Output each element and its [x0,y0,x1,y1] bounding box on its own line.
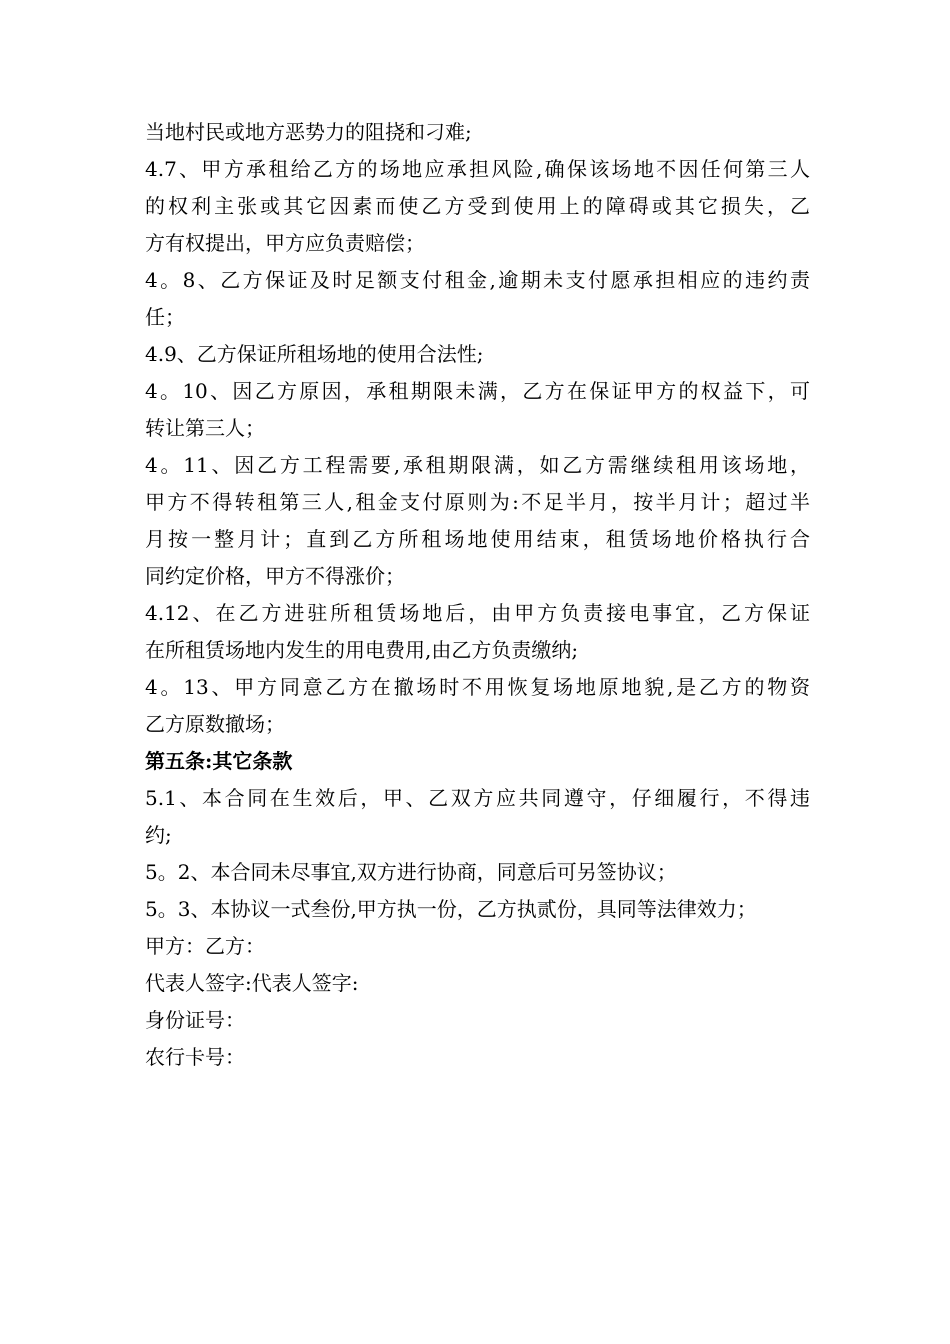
clause-4-8-line-2: 任； [145,305,185,329]
clause-4-11-line-2: 甲方不得转租第三人,租金支付原则为:不足半月，按半月计；超过半 [145,490,810,514]
clause-4-7-line-3: 方有权提出，甲方应负责赔偿； [145,231,425,255]
clause-5-1-line-1: 5.1、本合同在生效后，甲、乙双方应共同遵守，仔细履行，不得违 [145,786,810,810]
clause-4-7-line-1: 4.7、甲方承租给乙方的场地应承担风险,确保该场地不因任何第三人 [145,157,810,181]
clause-4-7-line-2: 的权利主张或其它因素而使乙方受到使用上的障碍或其它损失，乙 [145,194,810,218]
clause-4-10-line-2: 转让第三人； [145,416,265,440]
clause-4-11-line-1: 4。11、因乙方工程需要,承租期限满，如乙方需继续租用该场地， [145,453,810,477]
clause-4-12-line-1: 4.12、在乙方进驻所租赁场地后，由甲方负责接电事宜，乙方保证 [145,601,810,625]
clause-4-13-line-2: 乙方原数撤场； [145,712,285,736]
signature-labels: 代表人签字:代表人签字: [145,971,359,995]
clause-4-9-line: 4.9、乙方保证所租场地的使用合法性; [145,342,484,366]
clause-4-8-line-1: 4。8、乙方保证及时足额支付租金,逾期未支付愿承担相应的违约责 [145,268,810,292]
section-heading-article-5: 第五条:其它条款 [145,749,293,773]
bank-card-label: 农行卡号： [145,1045,245,1069]
clause-4-11-line-3: 月按一整月计；直到乙方所租场地使用结束，租赁场地价格执行合 [145,527,810,551]
clause-4-13-line-1: 4。13、甲方同意乙方在撤场时不用恢复场地原地貌,是乙方的物资 [145,675,810,699]
clause-4-10-line-1: 4。10、因乙方原因，承租期限未满，乙方在保证甲方的权益下，可 [145,379,810,403]
clause-4-11-line-4: 同约定价格，甲方不得涨价； [145,564,405,588]
clause-5-1-line-2: 约; [145,823,172,847]
clause-5-2-line: 5。2、本合同未尽事宜,双方进行协商，同意后可另签协议； [145,860,677,884]
id-number-label: 身份证号： [145,1008,245,1032]
document-body [145,114,810,1076]
party-labels: 甲方：乙方： [145,934,265,958]
clause-4-12-line-2: 在所租赁场地内发生的用电费用,由乙方负责缴纳; [145,638,579,662]
clause-text-line: 当地村民或地方恶势力的阻挠和刁难; [145,120,472,144]
clause-5-3-line: 5。3、本协议一式叁份,甲方执一份，乙方执贰份，具同等法律效力； [145,897,757,921]
